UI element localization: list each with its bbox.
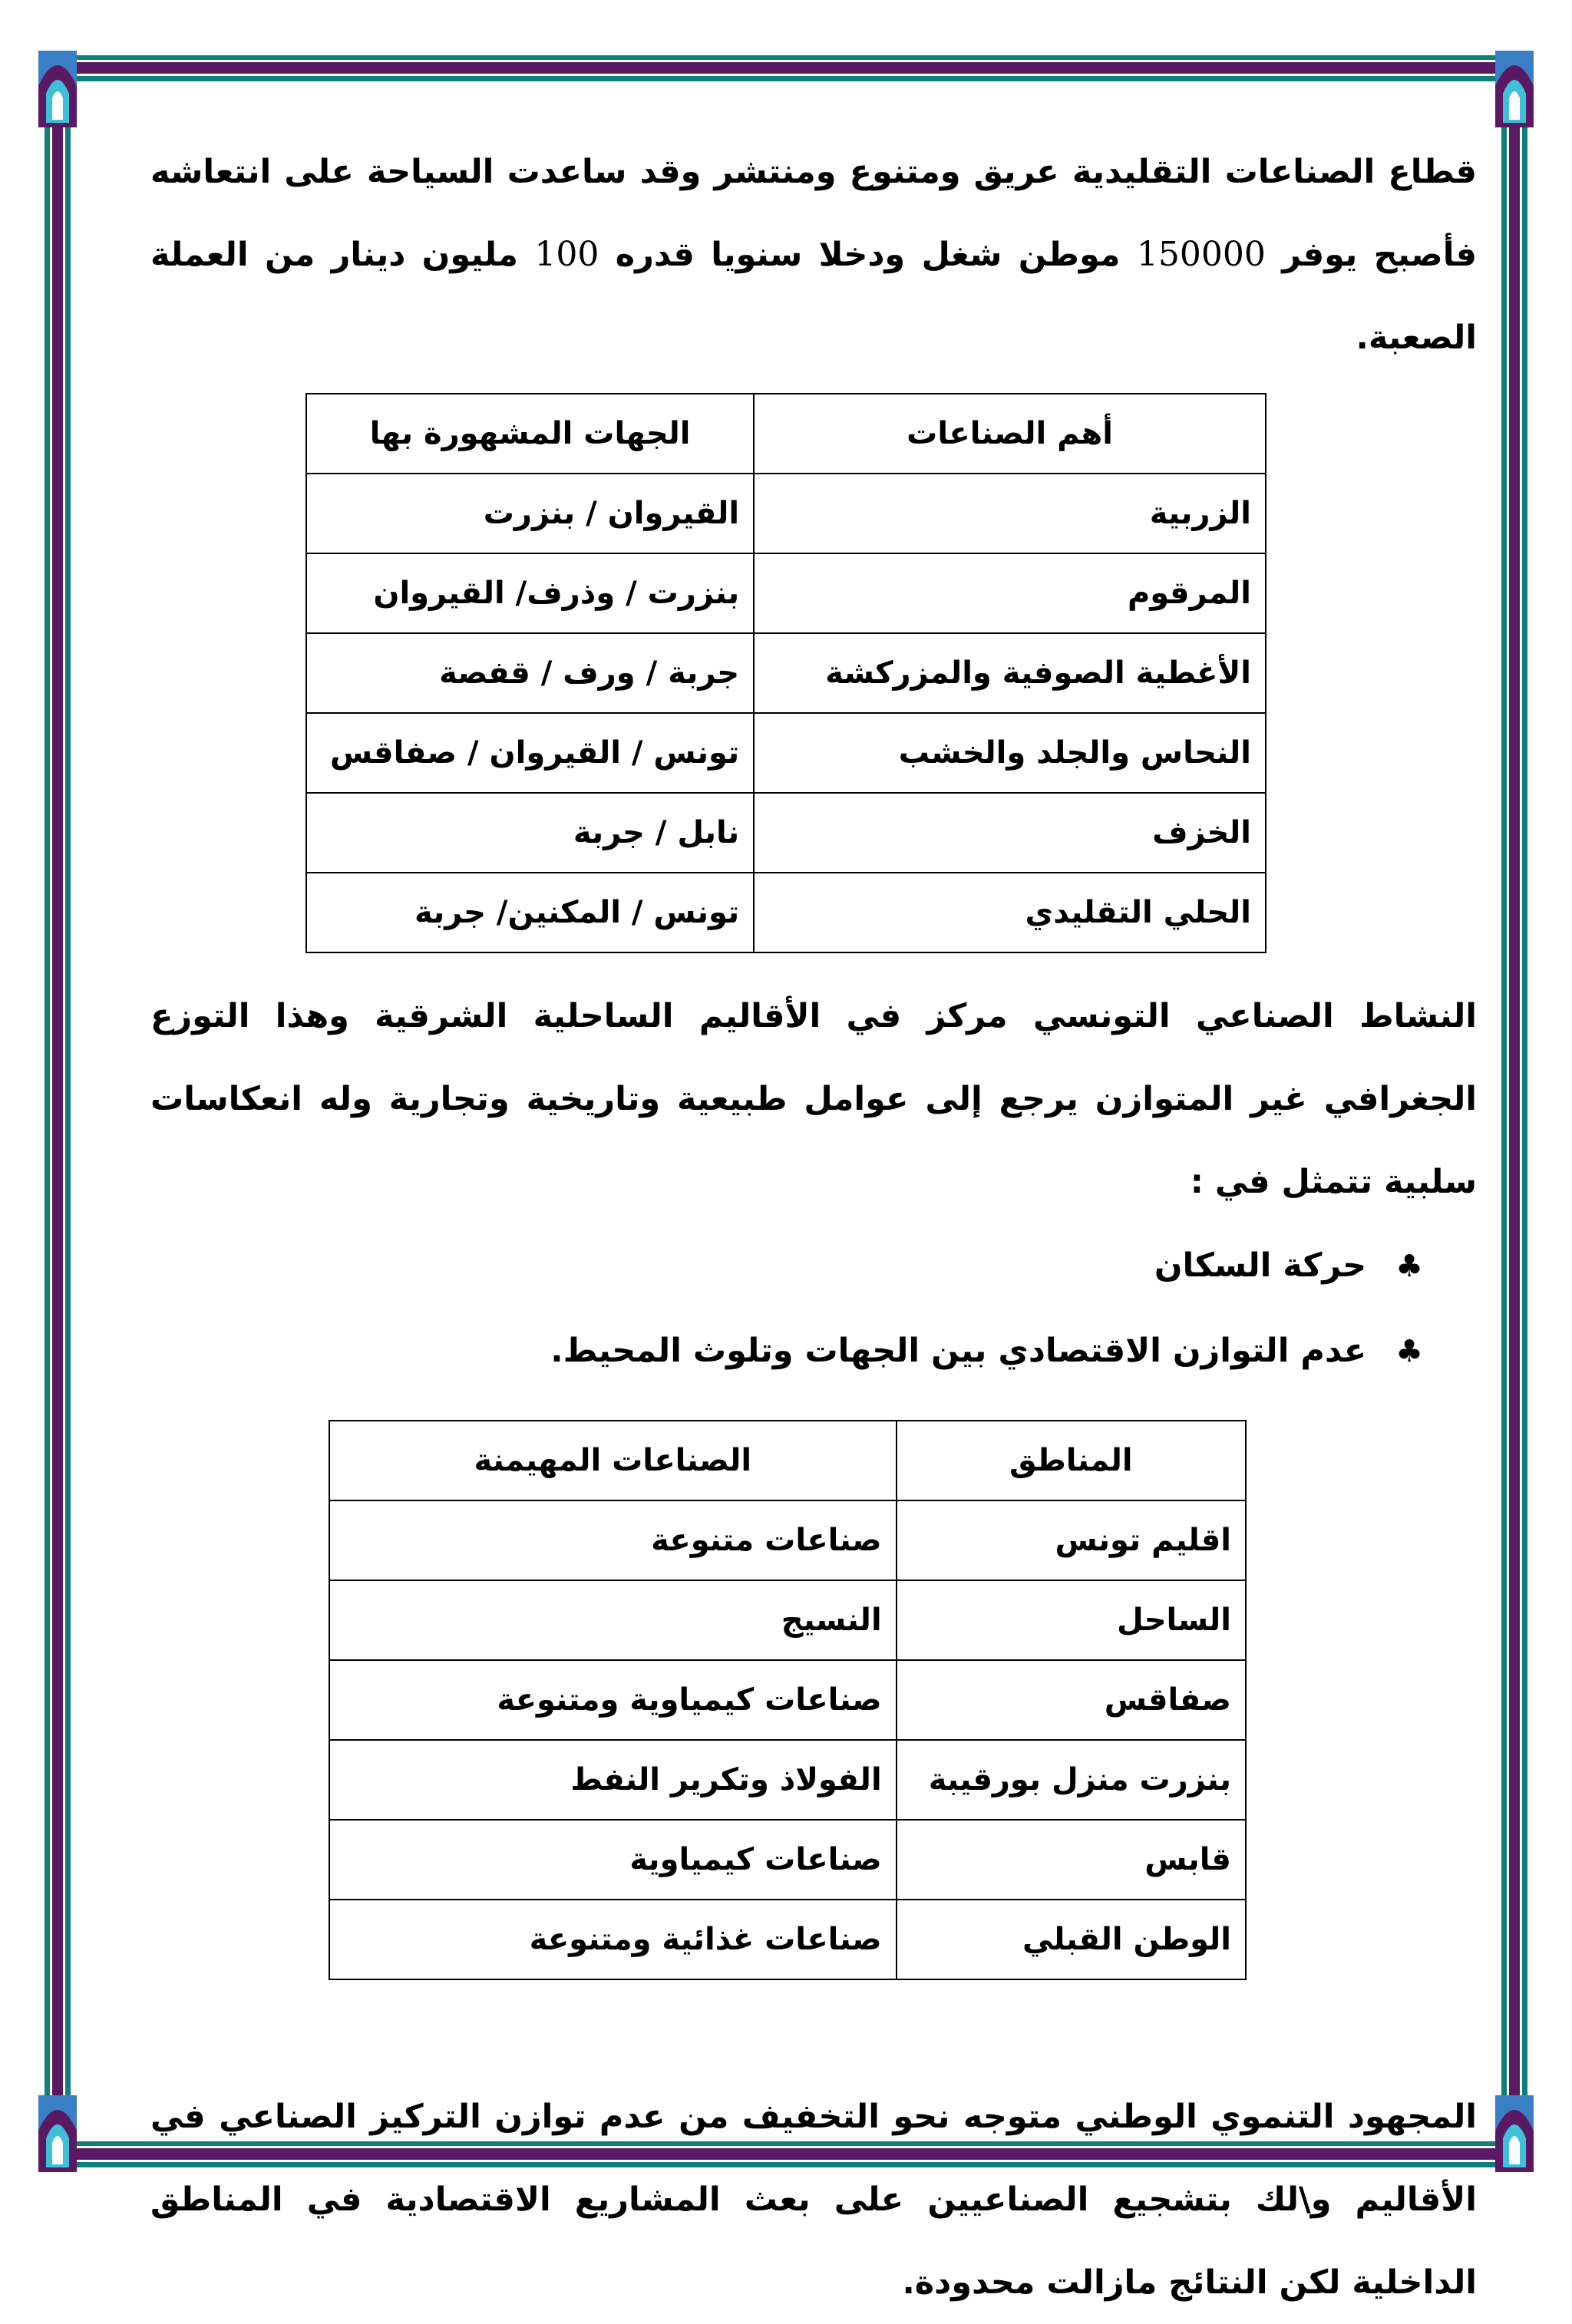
list-item	[150, 1223, 1423, 1309]
table-cell: صفاقس	[897, 1660, 1246, 1740]
table-header-row	[306, 394, 1266, 474]
effects-list	[150, 1223, 1477, 1394]
table-cell: الساحل	[897, 1580, 1246, 1660]
corner-ornament-icon	[1492, 2091, 1537, 2183]
table-row	[306, 553, 1266, 633]
table-row	[329, 1660, 1246, 1740]
table-row	[329, 1580, 1246, 1660]
jobs-count: 150000	[1136, 235, 1266, 274]
table-header-row	[329, 1421, 1246, 1500]
table-cell: القيروان / بنزرت	[306, 474, 754, 553]
table-cell: الزربية	[754, 474, 1266, 553]
table-cell: الفولاذ وتكرير النفط	[329, 1740, 897, 1820]
table-cell: النسيج	[329, 1580, 897, 1660]
regions-table	[329, 1420, 1247, 1980]
document-body	[150, 130, 1477, 2324]
table-row	[306, 713, 1266, 793]
table-cell: تونس / القيروان / صفاقس	[306, 713, 754, 793]
list-item	[150, 1309, 1423, 1394]
income-amount: 100	[534, 235, 599, 274]
table-row	[306, 793, 1266, 873]
page-border-right	[1501, 69, 1527, 2154]
table-cell: نابل / جربة	[306, 793, 754, 873]
table-cell: تونس / المكنين/ جربة	[306, 873, 754, 952]
table-row	[329, 1900, 1246, 1979]
table-header: المناطق	[897, 1421, 1246, 1500]
table-cell: صناعات متنوعة	[329, 1500, 897, 1580]
table-cell: جربة / ورف / قفصة	[306, 633, 754, 713]
page-border-left	[45, 69, 71, 2154]
distribution-paragraph: النشاط الصناعي التونسي مركز في الأقاليم الساحلية الشرقية وهذا التوزع الجغرافي غير المتوازن يرجع إلى عوامل طبيعية وتاريخية وتجارية وله انعكاسات سلبية تتمثل في :	[150, 997, 1477, 1201]
club-bullet-icon: ♣	[1395, 1334, 1423, 1369]
table-cell: الوطن القبلي	[897, 1900, 1246, 1979]
table-row	[329, 1500, 1246, 1580]
table-row	[306, 873, 1266, 952]
table-row	[329, 1740, 1246, 1820]
table-cell: بنزرت / وذرف/ القيروان	[306, 553, 754, 633]
table-cell: النحاس والجلد والخشب	[754, 713, 1266, 793]
table-cell: الأغطية الصوفية والمزركشة	[754, 633, 1266, 713]
crafts-table	[305, 393, 1267, 953]
list-item-text: حركة السكان	[1154, 1246, 1367, 1285]
list-item-text: عدم التوازن الاقتصادي بين الجهات وتلوث المحيط.	[550, 1332, 1367, 1370]
table-cell: الخزف	[754, 793, 1266, 873]
club-bullet-icon: ♣	[1395, 1249, 1423, 1284]
table-header: الصناعات المهيمنة	[329, 1421, 897, 1500]
paragraph-text: قطاع الصناعات التقليدية عريق ومتنوع ومنتشر وقد ساعدت السياحة على انتعاشه فأصبح يوفر	[150, 153, 1477, 274]
table-cell: الحلي التقليدي	[754, 873, 1266, 952]
development-paragraph: المجهود التنموي الوطني متوجه نحو التخفيف من عدم توازن التركيز الصناعي في الأقاليم و\لك بتشجيع الصناعيين على بعث المشاريع الاقتصادية في المناطق الداخلية لكن النتائج مازالت محدودة.	[150, 2098, 1477, 2302]
table-row	[306, 474, 1266, 553]
table-cell: صناعات كيمياوية	[329, 1820, 897, 1900]
table-cell: صناعات كيمياوية ومتنوعة	[329, 1660, 897, 1740]
table-header: أهم الصناعات	[754, 394, 1266, 474]
table-cell: قابس	[897, 1820, 1246, 1900]
table-cell: المرقوم	[754, 553, 1266, 633]
page-border-top	[69, 55, 1503, 81]
intro-paragraph	[150, 130, 1477, 379]
table-cell: صناعات غذائية ومتنوعة	[329, 1900, 897, 1979]
corner-ornament-icon	[35, 2091, 80, 2183]
table-cell: بنزرت منزل بورقيبة	[897, 1740, 1246, 1820]
paragraph-text: مليون دينار من العملة الصعبة.	[150, 236, 1477, 357]
corner-ornament-icon	[35, 40, 80, 132]
paragraph-text: موطن شغل ودخلا سنويا قدره	[599, 236, 1137, 274]
table-row	[306, 633, 1266, 713]
table-header: الجهات المشهورة بها	[306, 394, 754, 474]
table-cell: اقليم تونس	[897, 1500, 1246, 1580]
corner-ornament-icon	[1492, 40, 1537, 132]
table-row	[329, 1820, 1246, 1900]
